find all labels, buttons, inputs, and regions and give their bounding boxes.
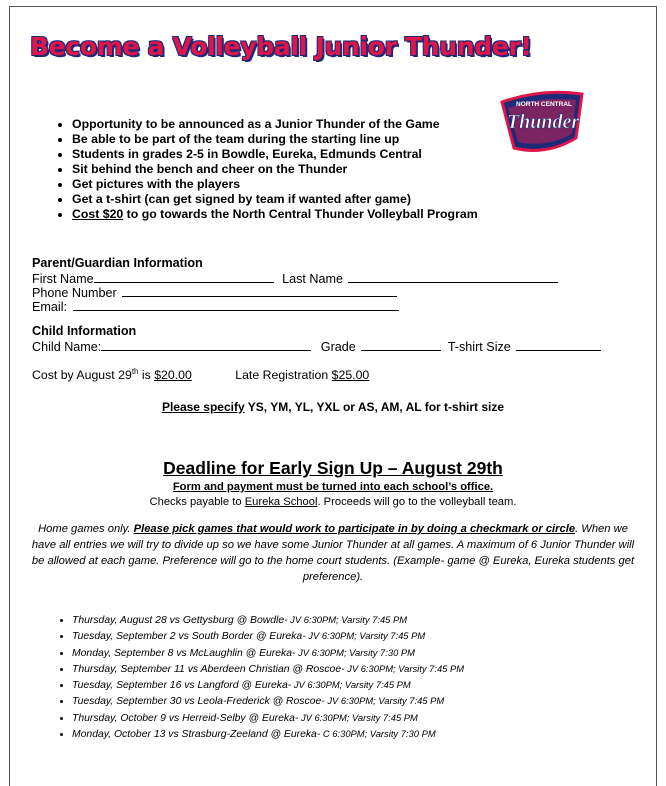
game-time: JV 6:30PM; Varsity 7:45 PM: [291, 679, 411, 691]
tshirt-label: T-shirt Size: [447, 340, 511, 354]
game-item[interactable]: [72, 645, 464, 661]
grade-label: Grade: [320, 340, 356, 354]
child-heading: Child Information: [32, 324, 137, 338]
home-post: . When we have all entries we will try to divide up so we have some Junior Thunder at all games. A maximum of 6 Junior Thunder will be allowed at each game. Preference will go to the home court students. (Example- game @ Eureka, Eureka students get preference).: [31, 523, 635, 583]
deadline-heading: Deadline for Early Sign Up – August 29th: [163, 458, 503, 478]
home-pre: Home games only.: [38, 523, 134, 535]
game-time: JV 6:30PM; Varsity 7:45 PM: [344, 662, 465, 674]
list-item: • Opportunity to be announced as a Junior Thunder of the Game: [72, 117, 478, 132]
checks-note: [0, 496, 666, 508]
svg-text:NORTH CENTRAL: NORTH CENTRAL: [516, 101, 572, 108]
child-name-label: Child Name:: [32, 340, 102, 354]
phone-label: Phone Number: [32, 286, 117, 300]
cost-label: Cost $20: [72, 207, 124, 221]
svg-text:Thunder: Thunder: [506, 111, 580, 133]
tshirt-size-note: [0, 400, 666, 414]
game-time: JV 6:30PM; Varsity 7:45 PM: [287, 614, 408, 625]
list-item: • Students in grades 2-5 in Bowdle, Eureka, Edmunds Central: [72, 147, 478, 162]
list-item: • Sit behind the bench and cheer on the Thunder: [72, 162, 478, 177]
checks-school: Eureka School: [244, 496, 318, 508]
email-row: [32, 299, 399, 314]
phone-row: [32, 285, 397, 300]
game-time: JV 6:30PM; Varsity 7:45 PM: [305, 630, 426, 642]
game-time: JV 6:30PM; Varsity 7:30 PM: [295, 646, 415, 658]
page-title: Become a Volleyball Junior Thunder!: [30, 32, 532, 61]
game-title: Thursday, October 9 vs Herreid-Selby @ Eureka-: [72, 712, 299, 724]
game-title: Tuesday, September 2 vs South Border @ Eureka-: [72, 631, 306, 643]
first-name-label: First Name: [32, 272, 94, 286]
grade-field[interactable]: [361, 339, 441, 351]
game-item[interactable]: [72, 661, 464, 677]
game-time: JV 6:30PM; Varsity 7:45 PM: [324, 695, 445, 707]
early-cost-is: is: [138, 368, 155, 383]
game-item[interactable]: [72, 612, 464, 628]
game-title: Tuesday, September 16 vs Langford @ Eureka-: [72, 680, 292, 692]
game-item[interactable]: [72, 710, 464, 726]
late-cost-label: Late Registration: [235, 368, 332, 383]
games-list: [52, 612, 464, 742]
list-item: [72, 207, 478, 222]
game-title: Thursday, August 28 vs Gettysburg @ Bowdle-: [72, 615, 288, 626]
checks-post: . Proceeds will go to the volleyball team.: [317, 496, 517, 508]
game-item[interactable]: [72, 628, 464, 644]
game-time: JV 6:30PM; Varsity 7:45 PM: [298, 711, 418, 723]
specify-label: Please specify: [161, 400, 245, 414]
list-item: • Get pictures with the players: [72, 177, 478, 192]
game-time: C 6:30PM; Varsity 7:30 PM: [320, 728, 436, 740]
tshirt-field[interactable]: [516, 339, 601, 351]
early-price: $20.00: [154, 368, 192, 383]
early-cost-label: Cost by August 29: [32, 368, 132, 383]
specify-sizes: YS, YM, YL, YXL or AS, AM, AL for t-shirt size: [244, 400, 505, 414]
email-field[interactable]: [73, 299, 399, 311]
game-item[interactable]: [72, 726, 464, 742]
first-last-name-row: [32, 271, 558, 286]
game-title: Monday, September 8 vs McLaughlin @ Eureka-: [72, 647, 296, 659]
phone-field[interactable]: [122, 285, 397, 297]
game-item[interactable]: [72, 693, 464, 709]
list-item: • Get a t-shirt (can get signed by team if wanted after game): [72, 192, 478, 207]
game-title: Tuesday, September 30 vs Leola-Frederick @ Roscoe-: [72, 696, 325, 708]
last-name-field[interactable]: [348, 271, 558, 283]
game-item[interactable]: [72, 677, 464, 693]
child-name-field[interactable]: [101, 339, 311, 351]
late-price: $25.00: [331, 368, 370, 383]
home-games-note: [31, 521, 635, 585]
parent-heading: Parent/Guardian Information: [32, 256, 203, 270]
last-name-label: Last Name: [282, 272, 343, 286]
checks-pre: Checks payable to: [149, 496, 245, 508]
early-cost-sup: th: [131, 367, 139, 376]
benefits-list: [50, 117, 478, 222]
form-payment-note: Form and payment must be turned into each school’s office.: [172, 481, 494, 493]
home-instruction: Please pick games that would work to participate in by doing a checkmark or circle: [133, 523, 576, 535]
cost-row: [32, 367, 369, 382]
game-title: Monday, October 13 vs Strasburg-Zeeland @ Eureka-: [72, 729, 321, 741]
first-name-field[interactable]: [94, 271, 274, 283]
thunder-logo: [496, 86, 588, 162]
email-label: Email:: [32, 300, 67, 314]
list-item: • Be able to be part of the team during the starting line up: [72, 132, 478, 147]
cost-description: to go towards the North Central Thunder Volleyball Program: [123, 207, 478, 221]
child-row: [32, 339, 601, 354]
game-title: Thursday, September 11 vs Aberdeen Christian @ Roscoe-: [72, 663, 345, 675]
